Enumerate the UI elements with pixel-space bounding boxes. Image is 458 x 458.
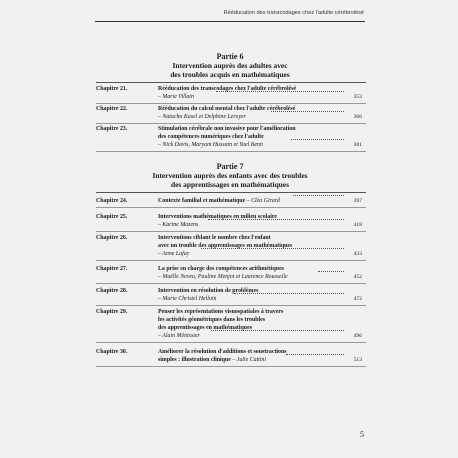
entry-rule	[96, 342, 366, 343]
leader-dots	[216, 91, 344, 92]
chapter-author: – Nick Davis, Maryam Hussain et Yael Benn	[158, 142, 263, 148]
chapter-title: Rééducation des transcodages chez l'adulte cérébrolésé	[158, 86, 297, 92]
entry-rule	[96, 305, 366, 306]
part-7-title-line2: des apprentissages en mathématiques	[171, 180, 289, 189]
chapter-label: Chapitre 22.	[96, 106, 128, 112]
chapter-title-line2: des compétences numériques chez l'adulte	[158, 134, 264, 140]
page-number: 366	[353, 114, 362, 120]
chapter-author: – Julie Cattini	[232, 357, 267, 363]
part-6-title-line1: Intervention auprès des adultes avec	[172, 61, 288, 70]
chapter-author: – Natacha Kasel et Delphine Leroyer	[158, 114, 246, 120]
page-number: 452	[353, 274, 362, 280]
chapter-label: Chapitre 29.	[96, 309, 128, 315]
chapter-author: – Karine Mazens	[158, 222, 199, 228]
chapter-title-line2: les activités géométriques dans les troubles	[158, 317, 266, 323]
entry-rule	[96, 231, 366, 232]
leader-dots	[211, 330, 344, 331]
page-number: 496	[353, 333, 362, 339]
leader-dots	[318, 271, 344, 272]
running-header: Rééducation des transcodages chez l'adulte cérébrolésé	[223, 10, 364, 16]
chapter-author: – Anne Lafay	[158, 251, 190, 257]
chapter-title-line1: Penser les représentations visuospatiales à travers	[158, 309, 284, 315]
chapter-title-line1: Améliorer la résolution d'additions et soustractions	[158, 349, 287, 355]
chapter-title: Interventions mathématiques en milieu scolaire	[158, 214, 278, 220]
leader-dots	[291, 139, 344, 140]
chapter-title-line1: Stimulation cérébrale non invasive pour l'amélioration	[158, 126, 296, 132]
page-number: 353	[353, 94, 362, 100]
chapter-label: Chapitre 25.	[96, 214, 128, 220]
chapter-title: Intervention en résolution de problèmes	[158, 288, 259, 294]
leader-dots	[286, 354, 344, 355]
entry-rule	[96, 260, 366, 261]
part-7-title-line1: Intervention auprès des enfants avec des troubles	[152, 171, 308, 180]
chapter-label: Chapitre 30.	[96, 349, 128, 355]
chapter-author: – Alain Ménissier	[158, 333, 200, 339]
leader-dots	[208, 219, 344, 220]
chapter-label: Chapitre 26.	[96, 235, 128, 241]
entry-rule	[96, 103, 366, 104]
part-7-heading	[95, 162, 365, 189]
chapter-title: Rééducation du calcul mental chez l'adulte cérébrolésé	[158, 106, 296, 112]
leader-dots	[234, 293, 344, 294]
part-6-title-line2: des troubles acquis en mathématiques	[170, 70, 290, 79]
chapter-label: Chapitre 23.	[96, 126, 128, 132]
chapter-author: – Maëlle Neveu, Pauline Menjot et Laurence Rousselle	[158, 274, 288, 280]
chapter-label: Chapitre 21.	[96, 86, 128, 92]
chapter-title-line2: avec un trouble des apprentissages en mathématiques	[158, 243, 293, 249]
chapter-title-line1: Interventions ciblant le nombre chez l'enfant	[158, 235, 271, 241]
header-rule	[95, 21, 365, 22]
folio-page-number: 5	[360, 430, 364, 439]
part-6-heading	[95, 52, 365, 79]
chapter-title: Contexte familial et mathématique	[158, 198, 246, 204]
part-7-rule	[96, 192, 366, 193]
page-number: 433	[353, 251, 362, 257]
chapter-label: Chapitre 24.	[96, 198, 128, 204]
page-number: 381	[353, 142, 362, 148]
page-number: 397	[353, 198, 362, 204]
page-number: 472	[353, 296, 362, 302]
part-6-label: Partie 6	[216, 52, 244, 61]
chapter-label: Chapitre 27.	[96, 266, 128, 272]
page-number: 513	[353, 357, 362, 363]
chapter-title-line3: des apprentissages en mathématiques	[158, 325, 252, 331]
chapter-author: – Marie Villain	[158, 94, 194, 100]
chapter-title-line2: simples : illustration clinique	[158, 357, 231, 363]
chapter-author: – Marie Christel Helloin	[158, 296, 217, 302]
leader-dots	[293, 195, 344, 196]
part-6-rule	[96, 82, 366, 83]
chapter-author: – Cléa Girard	[246, 198, 280, 204]
part-7-label: Partie 7	[216, 162, 244, 171]
entry-rule	[96, 123, 366, 124]
leader-dots	[201, 248, 344, 249]
entry-rule	[96, 366, 366, 367]
chapter-label: Chapitre 28.	[96, 288, 128, 294]
chapter-title: La prise en charge des compétences arithmétiques	[158, 266, 284, 272]
entry-rule	[96, 207, 366, 208]
entry-rule	[96, 151, 366, 152]
page-number: 418	[353, 222, 362, 228]
leader-dots	[271, 111, 344, 112]
entry-rule	[96, 283, 366, 284]
